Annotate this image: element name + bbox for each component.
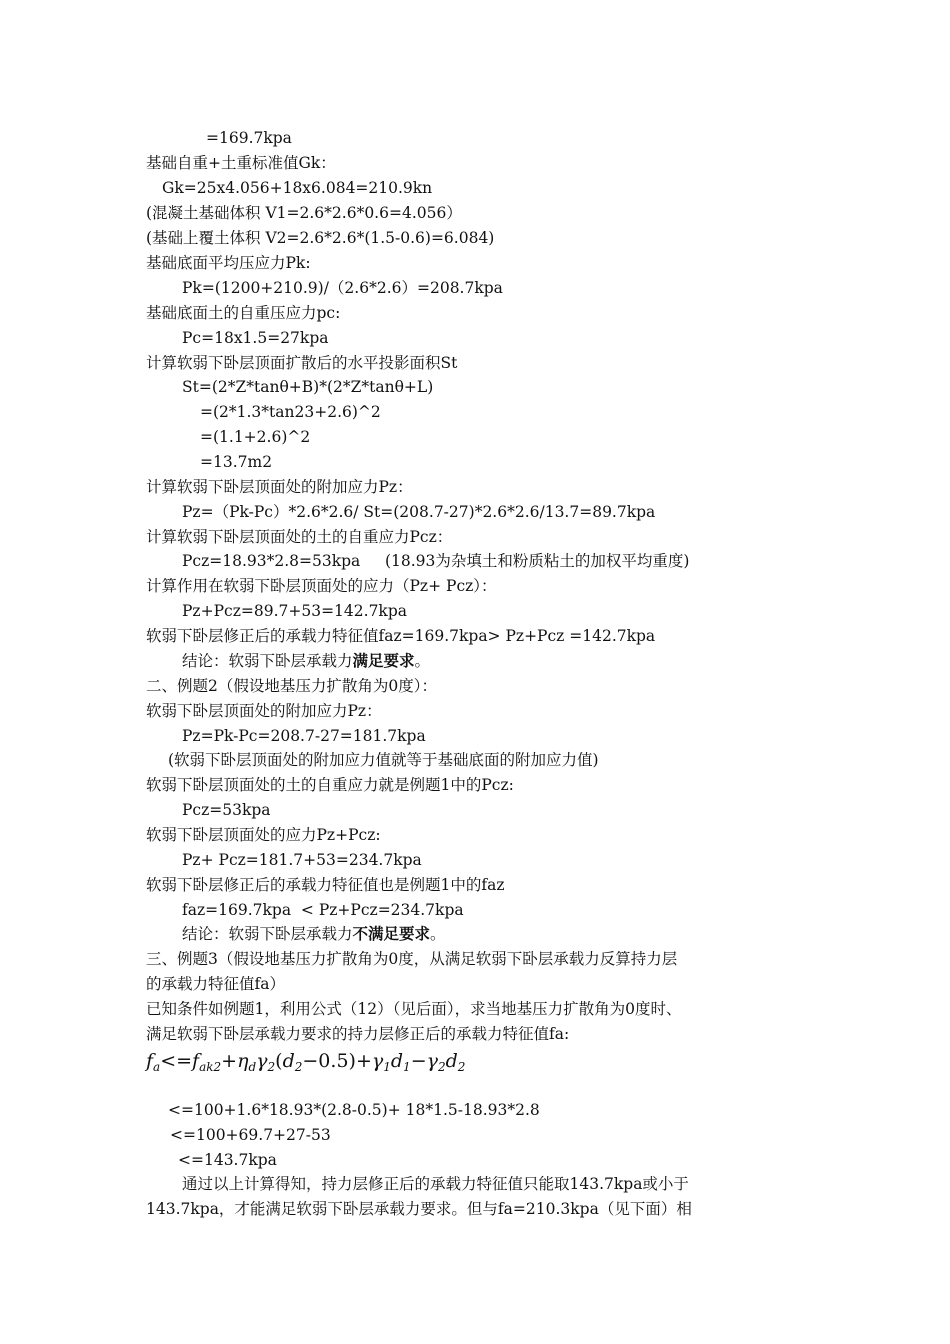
- conclusion-end: 。: [430, 925, 446, 943]
- text-line: Pz+Pcz=89.7+53=142.7kpa: [182, 602, 407, 620]
- text-line: <=100+69.7+27-53: [170, 1126, 331, 1144]
- text-line: 软弱下卧层修正后的承载力特征值faz=169.7kpa> Pz+Pcz =142.7kpa: [146, 627, 656, 645]
- text-line: Pcz=53kpa: [182, 801, 271, 819]
- text-line: Pz=（Pk-Pc）*2.6*2.6/ St=(208.7-27)*2.6*2.6/13.7=89.7kpa: [182, 503, 656, 521]
- text-line: 基础自重+土重标准值Gk：: [146, 154, 336, 172]
- text-line: Pcz=18.93*2.8=53kpa (18.93为杂填土和粉质粘土的加权平均重度): [182, 552, 690, 570]
- text-line: (混凝土基础体积 V1=2.6*2.6*0.6=4.056）: [146, 204, 462, 222]
- text-line: 计算软弱下卧层顶面扩散后的水平投影面积St: [146, 354, 458, 372]
- text-line: <=143.7kpa: [178, 1151, 277, 1169]
- text-line: =(1.1+2.6)^2: [200, 428, 311, 446]
- conclusion-emphasis: 不满足要求: [352, 924, 431, 943]
- text-line: 已知条件如例题1，利用公式（12）（见后面），求当地基压力扩散角为0度时、: [146, 1000, 682, 1018]
- text-line: Pk=(1200+210.9)/（2.6*2.6）=208.7kpa: [182, 279, 503, 297]
- text-line: 计算软弱下卧层顶面处的土的自重应力Pcz：: [146, 528, 453, 546]
- section-heading: 二、例题2（假设地基压力扩散角为0度）：: [146, 677, 437, 695]
- text-line: 计算作用在软弱下卧层顶面处的应力（Pz+ Pcz）：: [146, 577, 497, 595]
- section-heading: 三、例题3（假设地基压力扩散角为0度，从满足软弱下卧层承载力反算持力层: [146, 950, 678, 968]
- text-line: Pc=18x1.5=27kpa: [182, 329, 329, 347]
- conclusion-text: 结论：软弱下卧层承载力: [182, 652, 353, 670]
- text-line: 满足软弱下卧层承载力要求的持力层修正后的承载力特征值fa:: [146, 1025, 570, 1043]
- text-line: 软弱下卧层顶面处的应力Pz+Pcz:: [146, 826, 381, 844]
- text-line: faz=169.7kpa < Pz+Pcz=234.7kpa: [182, 901, 464, 919]
- text-line: =169.7kpa: [206, 129, 292, 147]
- text-line: Gk=25x4.056+18x6.084=210.9kn: [162, 179, 433, 197]
- text-line: 软弱下卧层修正后的承载力特征值也是例题1中的faz: [146, 876, 505, 894]
- text-line: 的承载力特征值fa）: [146, 975, 285, 993]
- conclusion-line: [182, 924, 446, 944]
- text-line: 软弱下卧层顶面处的土的自重应力就是例题1中的Pcz:: [146, 776, 514, 794]
- conclusion-text: 结论：软弱下卧层承载力: [182, 925, 353, 943]
- text-line: =13.7m2: [200, 453, 273, 471]
- text-line: Pz=Pk-Pc=208.7-27=181.7kpa: [182, 727, 426, 745]
- bearing-capacity-formula: $f_a<=f_{ak2}+\eta_d\gamma_2(d_2-0.5)+\gamma_1d_1-\gamma_2d_2$: [146, 1050, 466, 1074]
- text-line: 基础底面平均压应力Pk:: [146, 254, 311, 272]
- conclusion-emphasis: 满足要求: [352, 651, 415, 670]
- text-line: (软弱下卧层顶面处的附加应力值就等于基础底面的附加应力值): [168, 751, 599, 769]
- text-line: <=100+1.6*18.93*(2.8-0.5)+ 18*1.5-18.93*2.8: [168, 1101, 540, 1119]
- text-line: 基础底面土的自重压应力pc:: [146, 304, 341, 322]
- text-line: (基础上覆土体积 V2=2.6*2.6*(1.5-0.6)=6.084): [146, 229, 495, 247]
- text-line: St=(2*Z*tanθ+B)*(2*Z*tanθ+L): [182, 378, 434, 396]
- text-line: 软弱下卧层顶面处的附加应力Pz：: [146, 702, 382, 720]
- text-line: Pz+ Pcz=181.7+53=234.7kpa: [182, 851, 422, 869]
- conclusion-line: [182, 651, 430, 671]
- text-line: 通过以上计算得知，持力层修正后的承载力特征值只能取143.7kpa或小于: [182, 1175, 689, 1193]
- text-line: =(2*1.3*tan23+2.6)^2: [200, 403, 381, 421]
- conclusion-end: 。: [414, 652, 431, 670]
- text-line: 计算软弱下卧层顶面处的附加应力Pz：: [146, 478, 413, 496]
- text-line: 143.7kpa，才能满足软弱下卧层承载力要求。但与fa=210.3kpa（见下面）相: [146, 1200, 692, 1218]
